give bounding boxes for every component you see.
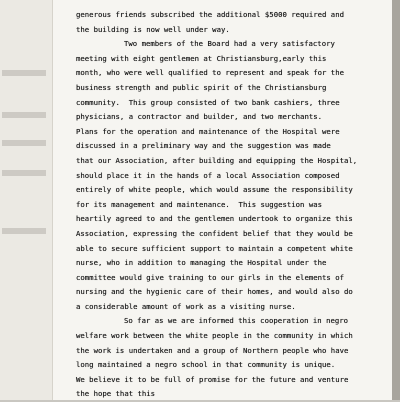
text-line: physicians, a contractor and builder, and two merchants. xyxy=(76,112,323,122)
text-line: Plans for the operation and maintenance of the Hospital were xyxy=(76,126,340,136)
text-line: month, who were well qualified to represent and speak for the xyxy=(76,68,344,78)
text-line: community. This group consisted of two bank cashiers, three xyxy=(76,97,340,107)
text-line: a considerable amount of work as a visiting nurse. xyxy=(76,301,296,311)
text-line: heartily agreed to and the gentlemen undertook to organize this xyxy=(76,214,353,224)
text-line: long maintained a negro school in that community is unique. xyxy=(76,360,336,370)
text-line: Two members of the Board had a very satisfactory xyxy=(124,39,335,49)
text-line: nursing and the hygienic care of their homes, and would also do xyxy=(76,287,353,297)
text-line: So far as we are informed this cooperation in negro xyxy=(124,316,349,326)
margin-mark xyxy=(2,112,46,118)
text-line: able to secure sufficient support to maintain a competent white xyxy=(76,243,353,253)
text-line: meeting with eight gentlemen at Christiansburg,early this xyxy=(76,53,327,63)
text-line: that our Association, after building and equipping the Hospital, xyxy=(76,155,358,165)
text-line: generous friends subscribed the additional $5000 required and xyxy=(76,10,344,19)
text-line: the building is now well under way. xyxy=(76,24,230,34)
text-line: for its management and maintenance. This suggestion was xyxy=(76,199,323,209)
margin-mark xyxy=(2,170,46,176)
text-line: should place it in the hands of a local Association composed xyxy=(76,170,340,180)
text-line: Association, expressing the confident belief that they would be xyxy=(76,228,353,238)
text-line: the work is undertaken and a group of Northern people who have xyxy=(76,345,349,355)
margin-mark xyxy=(2,140,46,146)
text-line: committee would give training to our girls in the elements of xyxy=(76,272,344,282)
margin-mark xyxy=(2,70,46,76)
text-line: discussed in a preliminary way and the suggestion was made xyxy=(76,141,331,151)
binding-margin-strip xyxy=(0,0,53,400)
text-line: the hope that this xyxy=(76,389,156,399)
text-line: We believe it to be full of promise for the future and venture xyxy=(76,374,349,384)
text-line: entirely of white people, which would assume the responsibility xyxy=(76,185,353,195)
text-line: nurse, who in addition to managing the Hospital under the xyxy=(76,258,327,268)
text-line: business strength and public spirit of the Christiansburg xyxy=(76,82,327,92)
text-line: welfare work between the white people in the community in which xyxy=(76,331,353,341)
margin-mark xyxy=(2,228,46,234)
document-body-text xyxy=(76,8,396,402)
